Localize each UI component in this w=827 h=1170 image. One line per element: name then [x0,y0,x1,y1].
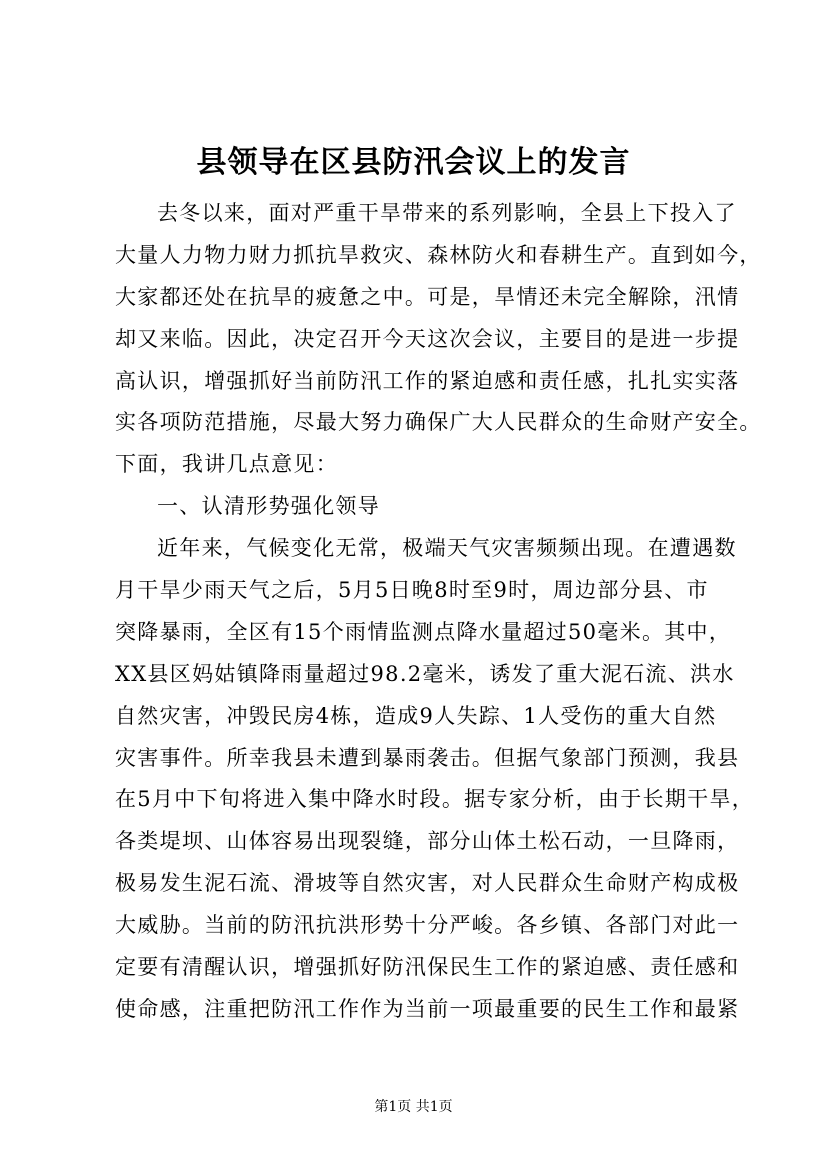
body-line: 突降暴雨，全区有15个雨情监测点降水量超过50毫米。其中， [115,619,732,644]
body-line: XX县区妈姑镇降雨量超过98.2毫米，诱发了重大泥石流、洪水 [115,661,735,686]
body-line: 各类堤坝、山体容易出现裂缝，部分山体土松石动，一旦降雨， [115,829,740,854]
document-title: 县领导在区县防汛会议上的发言 [196,145,631,180]
page-footer: 第1页 共1页 [374,1099,453,1115]
body-line: 大量人力物力财力抓抗旱救灾、森林防火和春耕生产。直到如今， [115,242,762,267]
body-line: 实各项防范措施，尽最大努力确保广大人民群众的生命财产安全。 [115,410,762,435]
body-line: 定要有清醒认识，增强抓好防汛保民生工作的紧迫感、责任感和 [115,955,740,980]
body-line: 月干旱少雨天气之后，5月5日晚8时至9时，周边部分县、市 [115,578,709,603]
body-line: 近年来，气候变化无常，极端天气灾害频频出现。在遭遇数 [157,536,737,561]
body-line: 高认识，增强抓好当前防汛工作的紧迫感和责任感，扎扎实实落 [115,368,740,393]
body-line: 大家都还处在抗旱的疲惫之中。可是，旱情还未完全解除，汛情 [115,284,740,309]
document-body [115,193,762,1031]
body-line: 下面，我讲几点意见： [115,452,338,477]
body-line: 极易发生泥石流、滑坡等自然灾害，对人民群众生命财产构成极 [115,871,740,896]
section-heading: 一、认清形势强化领导 [157,494,380,519]
body-line: 灾害事件。所幸我县未遭到暴雨袭击。但据气象部门预测，我县 [115,745,740,770]
body-line: 去冬以来，面对严重干旱带来的系列影响，全县上下投入了 [157,201,737,225]
body-line: 自然灾害，冲毁民房4栋，造成9人失踪、1人受伤的重大自然 [115,703,717,728]
body-line: 大威胁。当前的防汛抗洪形势十分严峻。各乡镇、各部门对此一 [115,913,740,938]
body-line: 却又来临。因此，决定召开今天这次会议，主要目的是进一步提 [115,326,740,351]
body-line: 使命感，注重把防汛工作作为当前一项最重要的民生工作和最紧 [115,996,740,1021]
body-line: 在5月中下旬将进入集中降水时段。据专家分析，由于长期干旱， [115,787,755,812]
